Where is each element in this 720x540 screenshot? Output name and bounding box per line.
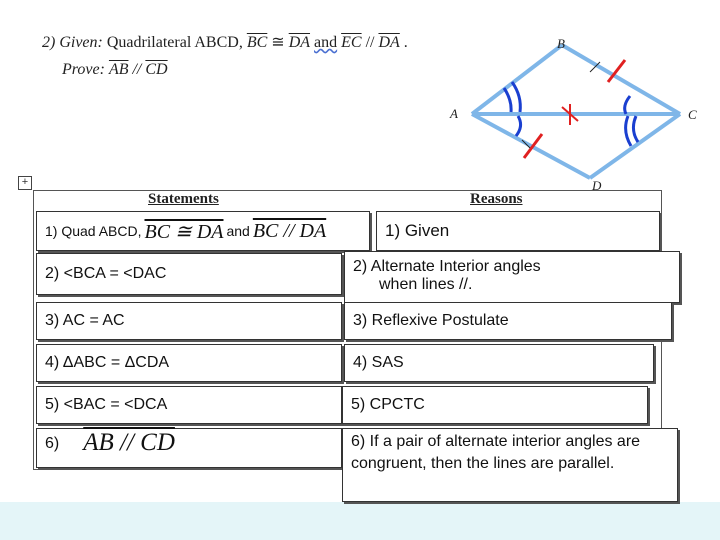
- reason-3: [344, 302, 672, 340]
- statement-1-math-bc-da: BC ≅ DA: [144, 220, 224, 243]
- reason-6: [342, 428, 678, 502]
- segment-da: $\overline{DA}$: [288, 34, 311, 51]
- arc-angle-dac: [516, 116, 521, 136]
- given-line: [42, 32, 408, 52]
- reason-1-text: 1) Given: [385, 221, 450, 240]
- quadrilateral-text: Quadrilateral ABCD,: [106, 34, 243, 51]
- reason-3-text: 3) Reflexive Postulate: [353, 312, 509, 329]
- reason-5-text: 5) CPCTC: [351, 396, 425, 413]
- edge-bc: [562, 45, 680, 114]
- prove-label: Prove:: [62, 61, 105, 78]
- arc-angle-c: [633, 116, 638, 142]
- reason-6-text: 6) If a pair of alternate interior angles are congruent, then the lines are parallel.: [351, 433, 641, 472]
- reason-1: [376, 211, 660, 251]
- statement-3: [36, 302, 342, 340]
- statement-2-text: 2) <BCA = <DAC: [45, 265, 167, 282]
- edge-da: [472, 114, 590, 178]
- vertex-b-label: B: [557, 36, 565, 51]
- segment-da-2: $\overline{DA}$: [378, 34, 400, 51]
- arc-angle-a-2: [504, 88, 511, 112]
- vertex-d-label: D: [592, 178, 602, 193]
- reason-2: [344, 251, 680, 303]
- statement-1-prefix: 1) Quad ABCD,: [45, 223, 142, 239]
- period: .: [403, 34, 408, 51]
- reason-2-line2: when lines //.: [379, 276, 473, 293]
- statements-header: Statements: [148, 191, 219, 207]
- prove-line: [62, 61, 168, 79]
- vertex-c-label: C: [688, 107, 697, 122]
- statement-4-text: 4) ΔABC = ΔCDA: [45, 354, 170, 371]
- segment-cd: $\overline{CD}$: [145, 61, 168, 78]
- quadrilateral-diagram: [440, 30, 710, 200]
- statement-4: [36, 344, 342, 382]
- arc-angle-bca: [625, 96, 630, 114]
- given-label: 2) Given:: [42, 34, 103, 51]
- statement-1-and: and: [226, 223, 250, 239]
- parallel-symbol-2: //: [132, 61, 142, 78]
- and-word: and: [314, 34, 338, 51]
- statement-5: [36, 386, 342, 424]
- arc-angle-a: [512, 82, 520, 112]
- statement-1: [36, 211, 370, 251]
- reason-2-line1: 2) Alternate Interior angles: [353, 258, 541, 275]
- statement-1-math-parallel: BC // DA: [252, 219, 327, 242]
- segment-ab: $\overline{AB}$: [108, 61, 129, 78]
- reason-4-text: 4) SAS: [353, 354, 404, 371]
- arc-angle-c-2: [626, 116, 631, 146]
- tick-da: [524, 134, 542, 158]
- statement-2: [36, 253, 342, 295]
- segment-ec: $\overline{EC}$: [341, 34, 362, 51]
- statement-5-text: 5) <BAC = <DCA: [45, 396, 168, 413]
- edge-ab: [472, 45, 562, 114]
- vertex-a-label: A: [450, 106, 458, 121]
- segment-bc: $\overline{BC}$: [246, 34, 268, 51]
- table-move-handle-icon[interactable]: +: [18, 176, 32, 190]
- statement-3-text: 3) AC = AC: [45, 312, 125, 329]
- parallel-symbol: //: [365, 34, 375, 51]
- reason-5: [342, 386, 648, 424]
- statement-6-math: AB // CD: [83, 429, 175, 456]
- reasons-header: Reasons: [470, 191, 523, 207]
- congruent-symbol: ≅: [271, 34, 285, 51]
- statement-6-prefix: 6): [45, 435, 60, 452]
- statement-6: [36, 428, 342, 468]
- reason-4: [344, 344, 654, 382]
